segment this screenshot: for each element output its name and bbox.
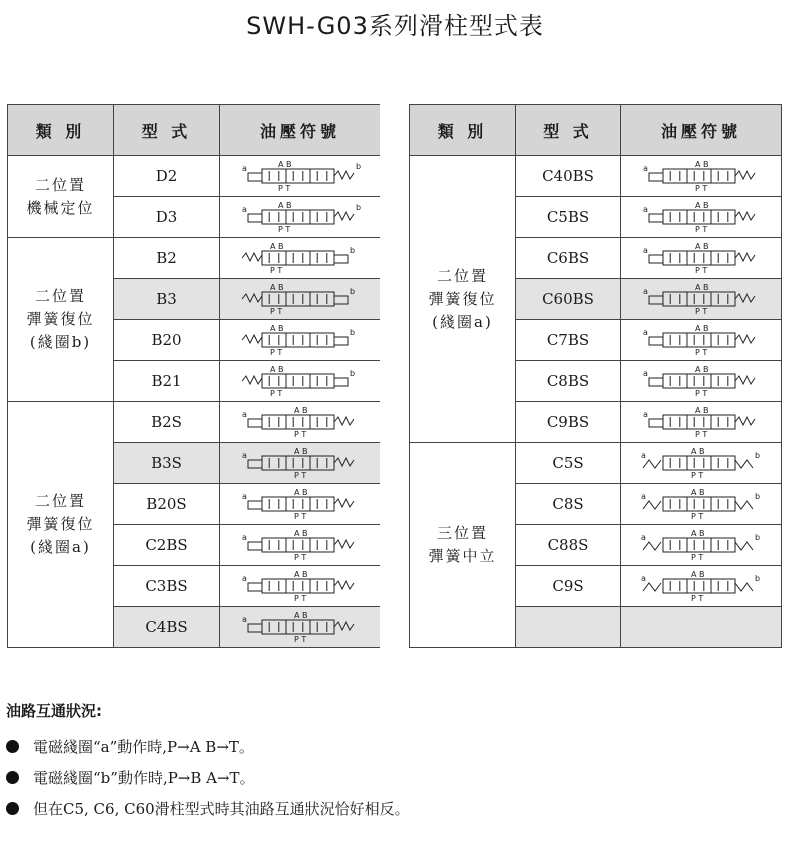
- svg-text:A B: A B: [294, 570, 308, 579]
- svg-text:b: b: [755, 492, 761, 501]
- symbol-cell: [621, 156, 782, 197]
- flow-notes: [6, 700, 776, 824]
- bullet-icon: [6, 740, 19, 753]
- symbol-cell: [220, 238, 381, 279]
- model-cell: C4BS: [114, 607, 220, 648]
- model-cell: C8BS: [516, 361, 621, 402]
- svg-text:a: a: [242, 164, 247, 173]
- svg-text:A B: A B: [270, 242, 284, 251]
- symbol-cell: [220, 402, 381, 443]
- symbol-cell: [220, 443, 381, 484]
- svg-text:a: a: [643, 205, 648, 214]
- header-model: 型 式: [516, 105, 621, 156]
- svg-text:P T: P T: [695, 348, 708, 357]
- valve-symbol-icon: [639, 403, 763, 441]
- model-cell: C40BS: [516, 156, 621, 197]
- svg-text:P T: P T: [294, 471, 307, 480]
- symbol-cell: [621, 197, 782, 238]
- note-item: [6, 762, 776, 793]
- symbol-cell: [220, 279, 381, 320]
- svg-text:b: b: [350, 246, 356, 255]
- valve-symbol-icon: [238, 444, 362, 482]
- valve-symbol-icon: [238, 239, 362, 277]
- svg-text:a: a: [643, 410, 648, 419]
- svg-text:A B: A B: [691, 570, 705, 579]
- model-cell: D2: [114, 156, 220, 197]
- svg-text:P T: P T: [691, 512, 704, 521]
- model-cell: B21: [114, 361, 220, 402]
- symbol-cell: [621, 443, 782, 484]
- svg-text:a: a: [242, 205, 247, 214]
- symbol-cell: [621, 279, 782, 320]
- category-cell: 二位置 彈簧復位 (綫圈a): [410, 156, 516, 443]
- svg-text:a: a: [641, 533, 646, 542]
- model-cell: B20: [114, 320, 220, 361]
- valve-symbol-icon: [639, 485, 763, 523]
- svg-text:A B: A B: [695, 324, 709, 333]
- svg-text:P T: P T: [294, 635, 307, 644]
- svg-text:b: b: [350, 287, 356, 296]
- symbol-cell-empty: [621, 607, 782, 648]
- model-cell: C60BS: [516, 279, 621, 320]
- category-cell: 二位置 彈簧復位 (綫圈b): [8, 238, 114, 402]
- valve-symbol-icon: [238, 280, 362, 318]
- valve-symbol-icon: [238, 403, 362, 441]
- valve-symbol-icon: [639, 280, 763, 318]
- symbol-cell: [220, 525, 381, 566]
- svg-text:A B: A B: [294, 488, 308, 497]
- svg-text:A B: A B: [691, 529, 705, 538]
- category-cell: 三位置 彈簧中立: [410, 443, 516, 648]
- bullet-icon: [6, 802, 19, 815]
- valve-symbol-icon: [639, 526, 763, 564]
- svg-text:A B: A B: [695, 406, 709, 415]
- valve-symbol-icon: [238, 608, 362, 646]
- svg-text:A B: A B: [691, 447, 705, 456]
- valve-symbol-icon: [639, 321, 763, 359]
- header-symbol: 油壓符號: [220, 105, 381, 156]
- svg-text:A B: A B: [270, 324, 284, 333]
- valve-symbol-icon: [639, 362, 763, 400]
- svg-text:A B: A B: [294, 529, 308, 538]
- svg-text:b: b: [350, 369, 356, 378]
- svg-text:b: b: [755, 574, 761, 583]
- svg-text:a: a: [242, 615, 247, 624]
- valve-symbol-icon: [238, 362, 362, 400]
- svg-text:A B: A B: [270, 283, 284, 292]
- svg-text:b: b: [356, 203, 362, 212]
- model-cell: C7BS: [516, 320, 621, 361]
- svg-text:A B: A B: [695, 160, 709, 169]
- svg-text:P T: P T: [695, 307, 708, 316]
- svg-text:A B: A B: [294, 611, 308, 620]
- svg-text:P T: P T: [278, 225, 291, 234]
- valve-symbol-icon: [238, 321, 362, 359]
- valve-symbol-icon: [238, 157, 362, 195]
- symbol-cell: [220, 320, 381, 361]
- svg-text:A B: A B: [695, 365, 709, 374]
- note-text: 電磁綫圈“a”動作時,P→A B→T。: [33, 738, 254, 756]
- model-cell: B3S: [114, 443, 220, 484]
- valve-symbol-icon: [639, 444, 763, 482]
- symbol-cell: [220, 607, 381, 648]
- model-cell: C5BS: [516, 197, 621, 238]
- svg-text:a: a: [643, 287, 648, 296]
- symbol-cell: [621, 566, 782, 607]
- svg-text:P T: P T: [294, 512, 307, 521]
- svg-text:A B: A B: [278, 201, 292, 210]
- svg-text:P T: P T: [695, 389, 708, 398]
- symbol-cell: [621, 238, 782, 279]
- note-item: [6, 793, 776, 824]
- svg-text:A B: A B: [695, 283, 709, 292]
- model-cell: C5S: [516, 443, 621, 484]
- page-title: SWH-G03系列滑柱型式表: [246, 12, 544, 40]
- svg-text:a: a: [641, 574, 646, 583]
- symbol-cell: [621, 320, 782, 361]
- svg-text:A B: A B: [278, 160, 292, 169]
- model-cell: C3BS: [114, 566, 220, 607]
- model-cell: C9BS: [516, 402, 621, 443]
- table-divider: [380, 104, 409, 654]
- svg-text:A B: A B: [294, 406, 308, 415]
- svg-text:P T: P T: [695, 430, 708, 439]
- note-text: 但在C5, C6, C60滑柱型式時其油路互通狀況恰好相反。: [33, 800, 410, 818]
- bullet-icon: [6, 771, 19, 784]
- svg-text:A B: A B: [691, 488, 705, 497]
- model-cell: C6BS: [516, 238, 621, 279]
- category-cell: 二位置 彈簧復位 (綫圈a): [8, 402, 114, 648]
- svg-text:P T: P T: [695, 225, 708, 234]
- svg-text:P T: P T: [278, 184, 291, 193]
- svg-text:b: b: [755, 533, 761, 542]
- svg-text:a: a: [643, 369, 648, 378]
- model-cell: C8S: [516, 484, 621, 525]
- svg-text:P T: P T: [294, 553, 307, 562]
- category-cell: 二位置 機械定位: [8, 156, 114, 238]
- svg-text:a: a: [643, 328, 648, 337]
- model-cell: C9S: [516, 566, 621, 607]
- svg-text:P T: P T: [270, 348, 283, 357]
- svg-text:A B: A B: [270, 365, 284, 374]
- svg-text:P T: P T: [691, 594, 704, 603]
- spool-table-left: [7, 104, 381, 648]
- svg-text:b: b: [356, 162, 362, 171]
- valve-symbol-icon: [238, 526, 362, 564]
- valve-symbol-icon: [639, 157, 763, 195]
- header-model: 型 式: [114, 105, 220, 156]
- note-text: 電磁綫圈“b”動作時,P→B A→T。: [33, 769, 255, 787]
- svg-text:b: b: [350, 328, 356, 337]
- valve-symbol-icon: [639, 567, 763, 605]
- svg-text:P T: P T: [294, 430, 307, 439]
- svg-text:a: a: [641, 492, 646, 501]
- symbol-cell: [220, 566, 381, 607]
- svg-text:A B: A B: [695, 242, 709, 251]
- model-cell: B2S: [114, 402, 220, 443]
- svg-text:b: b: [755, 451, 761, 460]
- header-category: 類 別: [410, 105, 516, 156]
- header-category: 類 別: [8, 105, 114, 156]
- model-cell: C88S: [516, 525, 621, 566]
- svg-text:a: a: [242, 410, 247, 419]
- symbol-cell: [220, 197, 381, 238]
- svg-text:P T: P T: [270, 266, 283, 275]
- symbol-cell: [220, 484, 381, 525]
- valve-symbol-icon: [238, 198, 362, 236]
- symbol-cell: [220, 156, 381, 197]
- model-cell: B2: [114, 238, 220, 279]
- header-symbol: 油壓符號: [621, 105, 782, 156]
- svg-text:P T: P T: [270, 389, 283, 398]
- valve-symbol-icon: [639, 239, 763, 277]
- svg-text:a: a: [643, 246, 648, 255]
- svg-text:a: a: [643, 164, 648, 173]
- svg-text:P T: P T: [270, 307, 283, 316]
- model-cell-empty: [516, 607, 621, 648]
- spool-table-right: [409, 104, 782, 648]
- model-cell: B20S: [114, 484, 220, 525]
- symbol-cell: [621, 484, 782, 525]
- svg-text:P T: P T: [294, 594, 307, 603]
- model-cell: B3: [114, 279, 220, 320]
- valve-symbol-icon: [238, 485, 362, 523]
- svg-text:P T: P T: [695, 184, 708, 193]
- svg-text:P T: P T: [691, 471, 704, 480]
- symbol-cell: [621, 525, 782, 566]
- svg-text:a: a: [242, 574, 247, 583]
- valve-symbol-icon: [238, 567, 362, 605]
- notes-title: 油路互通狀況:: [6, 702, 102, 720]
- note-item: [6, 731, 776, 762]
- svg-text:a: a: [242, 451, 247, 460]
- svg-text:P T: P T: [695, 266, 708, 275]
- svg-text:a: a: [242, 492, 247, 501]
- svg-text:a: a: [641, 451, 646, 460]
- model-cell: D3: [114, 197, 220, 238]
- svg-text:A B: A B: [695, 201, 709, 210]
- svg-text:A B: A B: [294, 447, 308, 456]
- symbol-cell: [621, 361, 782, 402]
- svg-text:a: a: [242, 533, 247, 542]
- symbol-cell: [220, 361, 381, 402]
- model-cell: C2BS: [114, 525, 220, 566]
- svg-text:P T: P T: [691, 553, 704, 562]
- symbol-cell: [621, 402, 782, 443]
- valve-symbol-icon: [639, 198, 763, 236]
